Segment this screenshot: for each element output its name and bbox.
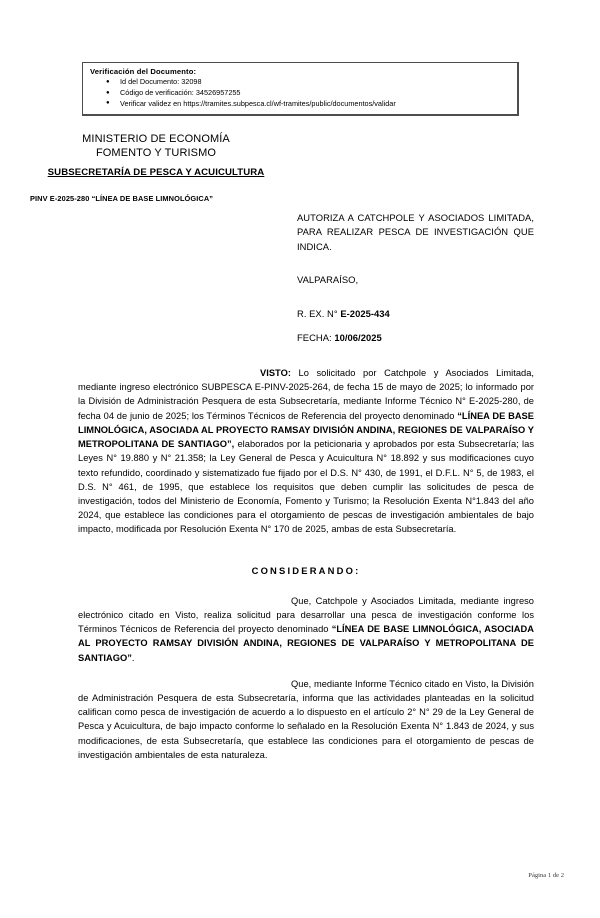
considerando-heading: CONSIDERANDO:	[251, 564, 361, 576]
verification-item-label: Id del Documento: 32098	[120, 77, 202, 87]
bullet-icon: ●	[106, 100, 110, 107]
resolution-number	[297, 308, 534, 319]
visto-text-part-2: elaborados por la peticionaria y aprobados por esta Subsecretaría; las Leyes N° 19.880 y N° 21.358; la Ley General de Pesca y Acuicultura N° 18.892 y sus modificaciones cuyo texto refundido, coordinado y sistematizado fue fijado por el D.S. N° 430, de 1991, el D.F.L. N° 5, de 1983, el D.S. N° 461, de 1995, que establece los requisitos que deben cumplir las solicitudes de pesca de investigación, todos del Ministerio de Economía, Fomento y Turismo; la Resolución Exenta N°1.843 del año 2024, que establece las condiciones para el otorgamiento de pescas de investigación ambientales de bajo impacto, modificada por Resolución Exenta N° 170 de 2025, ambas de esta Subsecretaría.	[78, 439, 535, 535]
verification-list	[90, 77, 512, 109]
letterhead	[40, 132, 272, 180]
page-footer	[0, 872, 600, 879]
verification-item-document-id	[90, 77, 512, 88]
ministry-line-1: MINISTERIO DE ECONOMÍA	[82, 133, 230, 145]
verification-title: Verificación del Documento:	[90, 67, 197, 76]
resolution-header-block	[297, 211, 534, 343]
considerando-paragraph-1	[78, 594, 534, 665]
subsecretaria-title: SUBSECRETARÍA DE PESCA Y ACUICULTURA	[47, 167, 265, 179]
considerando-paragraph-2	[78, 677, 534, 762]
visto-project-title: “LÍNEA DE BASE LIMNOLÓGICA, ASOCIADA AL PROYECTO RAMSAY DIVISIÓN ANDINA, REGIONES DE VALPARAÍSO Y METROPOLITANA DE SANTIAGO”,	[78, 410, 534, 450]
bullet-icon: ●	[106, 78, 110, 85]
visto-paragraph	[78, 366, 534, 537]
project-reference: PINV E-2025-280 “LÍNEA DE BASE LIMNOLÓGICA”	[30, 194, 214, 203]
verification-item-label: Código de verificación: 34526957255	[120, 88, 241, 98]
resolution-city: VALPARAÍSO,	[297, 273, 359, 285]
visto-label: VISTO:	[260, 368, 291, 378]
considerando-2-text: Que, mediante Informe Técnico citado en Visto, la División de Administración Pesquera de esta Subsecretaría, informa que las actividades planteadas en la solicitud califican como pesca de investigación de acuerdo a lo dispuesto en el artículo 2° N° 29 de la Ley General de Pesca y Acuicultura, de bajo impacto conforme lo señalado en la Resolución Exenta N° 1.843 de 2024, y sus modificaciones, de esta Subsecretaría, que establece las condiciones para el otorgamiento de pescas de investigación ambientales de esta naturaleza.	[78, 678, 534, 760]
page-number: Página 1 de 2	[528, 872, 564, 879]
resolution-date-value: 10/06/2025	[334, 331, 382, 343]
considerando-1-text-part-2: .	[131, 652, 135, 663]
resolution-date	[297, 332, 534, 343]
verification-item-label: Verificar validez en https://tramites.subpesca.cl/wf-tramites/public/documentos/validar	[120, 98, 396, 108]
resolution-number-value: E-2025-434	[340, 307, 390, 319]
ministry-line-2: FOMENTO Y TURISMO	[95, 147, 217, 160]
considerando-1-project-title: “LÍNEA DE BASE LIMNOLÓGICA, ASOCIADA AL PROYECTO RAMSAY DIVISIÓN ANDINA, REGIONES DE VALPARAÍSO Y METROPOLITANA DE SANTIAGO”	[78, 624, 534, 663]
resolution-number-label: R. EX. N°	[297, 307, 338, 319]
considerando-1-text-part-1: Que, Catchpole y Asociados Limitada, mediante ingreso electrónico citado en Visto, realiza solicitud para desarrollar una pesca de investigación conforme los Términos Técnicos de Referencia del proyecto denominado	[78, 595, 534, 635]
visto-text-part-1: Lo solicitado por Catchpole y Asociados Limitada, mediante ingreso electrónico SUBPESCA E-PINV-2025-264, de fecha 15 de mayo de 2025; lo informado por la División de Administración Pesquera de esta Subsecretaría, mediante Informe Técnico N° E-2025-280, de fecha 04 de junio de 2025; los Términos Técnicos de Referencia del proyecto denominado	[78, 368, 534, 421]
document-verification-box	[82, 62, 519, 116]
resolution-subject: AUTORIZA A CATCHPOLE Y ASOCIADOS LIMITADA, PARA REALIZAR PESCA DE INVESTIGACIÓN QUE INDICA.	[297, 212, 534, 252]
resolution-date-label: FECHA:	[297, 331, 332, 343]
document-body	[78, 366, 534, 762]
verification-item-url[interactable]	[90, 99, 512, 110]
verification-item-code	[90, 88, 512, 99]
bullet-icon: ●	[106, 89, 110, 96]
